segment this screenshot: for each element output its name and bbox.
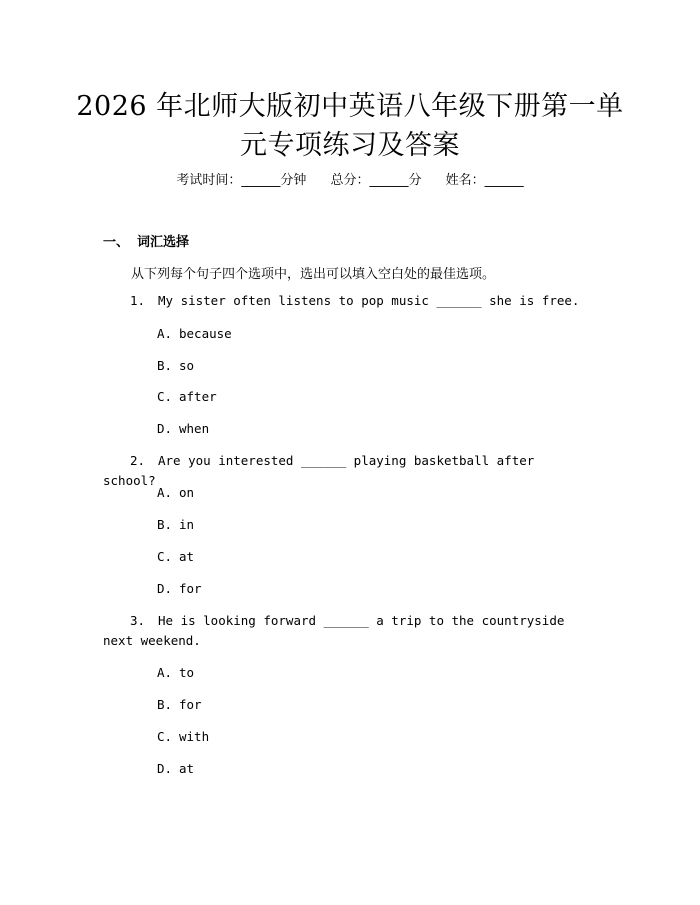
option-letter: C. <box>157 729 173 744</box>
option-text: so <box>179 358 195 373</box>
question-number: 1. <box>130 293 146 308</box>
option-letter: A. <box>157 665 173 680</box>
document-title-line1: 2026 年北师大版初中英语八年级下册第一单 <box>76 91 624 122</box>
option-text: when <box>179 421 210 436</box>
option-letter: D. <box>157 761 173 776</box>
option-d <box>157 761 194 776</box>
option-text: in <box>179 517 195 532</box>
option-a <box>157 665 194 680</box>
exam-meta <box>0 169 700 188</box>
option-a <box>157 485 194 500</box>
option-letter: C. <box>157 549 173 564</box>
option-letter: B. <box>157 697 173 712</box>
option-a <box>157 326 232 341</box>
option-c <box>157 729 209 744</box>
option-letter: C. <box>157 389 173 404</box>
question-1 <box>103 291 583 311</box>
option-b <box>157 358 194 373</box>
question-number: 2. <box>130 453 146 468</box>
section-title: 词汇选择 <box>137 235 190 250</box>
option-text: at <box>179 549 195 564</box>
option-letter: B. <box>157 358 173 373</box>
option-text: with <box>179 729 210 744</box>
section-number: 一、 <box>103 235 130 250</box>
option-letter: D. <box>157 421 173 436</box>
option-c <box>157 389 217 404</box>
option-text: for <box>179 697 202 712</box>
option-c <box>157 549 194 564</box>
option-letter: A. <box>157 485 173 500</box>
exam-total-score: 总分：______分 <box>330 173 422 188</box>
option-text: to <box>179 665 195 680</box>
option-text: at <box>179 761 195 776</box>
option-d <box>157 421 209 436</box>
exam-name-field: 姓名：______ <box>445 173 524 188</box>
option-text: for <box>179 581 202 596</box>
option-text: on <box>179 485 195 500</box>
question-text: He is looking forward ______ a trip to the countryside next weekend. <box>103 613 565 648</box>
option-b <box>157 517 194 532</box>
option-letter: A. <box>157 326 173 341</box>
option-text: after <box>179 389 217 404</box>
question-number: 3. <box>130 613 146 628</box>
option-text: because <box>179 326 232 341</box>
document-title-line2: 元专项练习及答案 <box>240 130 460 161</box>
question-3 <box>103 611 583 651</box>
option-letter: B. <box>157 517 173 532</box>
section-heading <box>103 231 189 250</box>
option-letter: D. <box>157 581 173 596</box>
option-d <box>157 581 202 596</box>
section-instruction: 从下列每个句子四个选项中，选出可以填入空白处的最佳选项。 <box>131 267 496 282</box>
exam-time: 考试时间：______分钟 <box>176 173 307 188</box>
question-text: My sister often listens to pop music ______ she is free. <box>158 293 580 308</box>
question-text: Are you interested ______ playing basketball after school? <box>103 453 535 488</box>
option-b <box>157 697 202 712</box>
